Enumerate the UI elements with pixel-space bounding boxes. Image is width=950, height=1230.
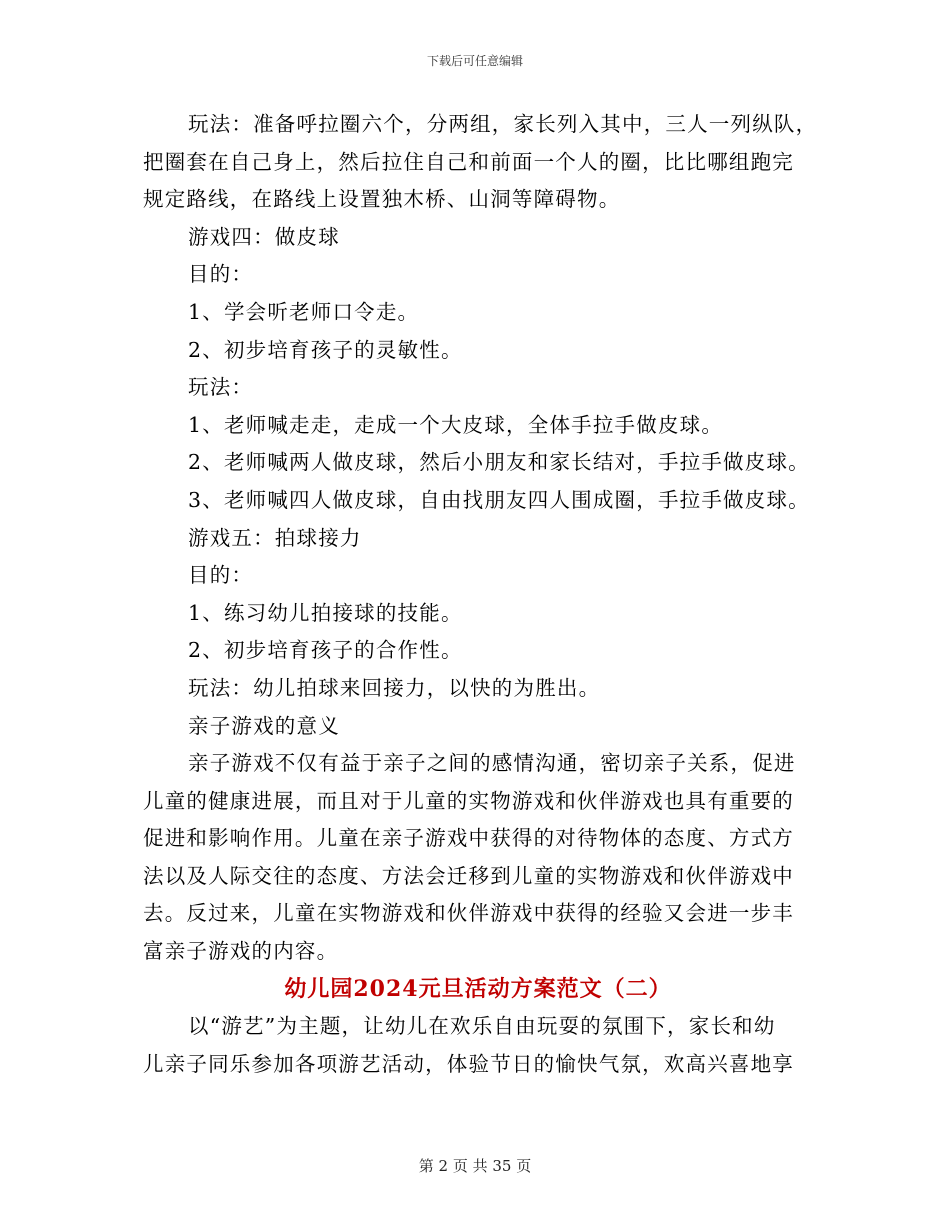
game4-play-item: 2、老师喊两人做皮球，然后小朋友和家长结对，手拉手做皮球。 [188, 450, 810, 475]
paragraph-line: 儿亲子同乐参加各项游艺活动，体验节日的愉快气氛，欢高兴喜地享 [143, 1051, 794, 1076]
paragraph-line: 法以及人际交往的态度、方法会迁移到儿童的实物游戏和伙伴游戏中 [143, 863, 794, 888]
game4-play-item: 3、老师喊四人做皮球，自由找朋友四人围成圈，手拉手做皮球。 [188, 487, 810, 512]
game5-goal-item: 1、练习幼儿拍接球的技能。 [188, 600, 463, 625]
paragraph-line: 把圈套在自己身上，然后拉住自己和前面一个人的圈，比比哪组跑完 [143, 149, 794, 174]
paragraph-line: 去。反过来，儿童在实物游戏和伙伴游戏中获得的经验又会进一步丰 [143, 901, 794, 926]
game3-rules-paragraph [143, 106, 818, 219]
game4-heading: 游戏四：做皮球 [188, 224, 340, 249]
game5-heading: 游戏五：拍球接力 [188, 525, 362, 550]
game4-goal-item: 1、学会听老师口令走。 [188, 299, 420, 324]
page-header-note: 下载后可任意编辑 [426, 54, 523, 68]
paragraph-line: 亲子游戏不仅有益于亲子之间的感情沟通，密切亲子关系，促进 [188, 751, 796, 776]
paragraph-line: 富亲子游戏的内容。 [143, 939, 339, 964]
game5-play-text: 玩法：幼儿拍球来回接力，以快的为胜出。 [188, 675, 601, 700]
game5-goal-item: 2、初步培育孩子的合作性。 [188, 638, 463, 663]
paragraph-line: 规定路线，在路线上设置独木桥、山洞等障碍物。 [143, 187, 621, 212]
game4-play-label: 玩法： [188, 375, 254, 400]
paragraph-line: 以“游艺”为主题，让幼儿在欢乐自由玩耍的氛围下，家长和幼 [188, 1014, 776, 1039]
document-body [143, 106, 818, 1083]
game4-play-item: 1、老师喊走走，走成一个大皮球，全体手拉手做皮球。 [188, 412, 724, 437]
meaning-paragraph [143, 745, 813, 971]
game4-goal-label: 目的： [188, 262, 254, 287]
game4-goal-item: 2、初步培育孩子的灵敏性。 [188, 337, 463, 362]
paragraph-line: 促进和影响作用。儿童在亲子游戏中获得的对待物体的态度、方式方 [143, 826, 794, 851]
paragraph-line: 玩法：准备呼拉圈六个，分两组，家长列入其中，三人一列纵队， [188, 112, 818, 136]
meaning-heading: 亲子游戏的意义 [188, 713, 340, 738]
game5-goal-label: 目的： [188, 563, 254, 588]
section-title: 幼儿园2024元旦活动方案范文（二） [284, 975, 672, 1002]
intro-paragraph [143, 1008, 813, 1083]
page-footer-number: 第 2 页 共 35 页 [418, 1157, 532, 1175]
paragraph-line: 儿童的健康进展，而且对于儿童的实物游戏和伙伴游戏也具有重要的 [143, 788, 794, 813]
